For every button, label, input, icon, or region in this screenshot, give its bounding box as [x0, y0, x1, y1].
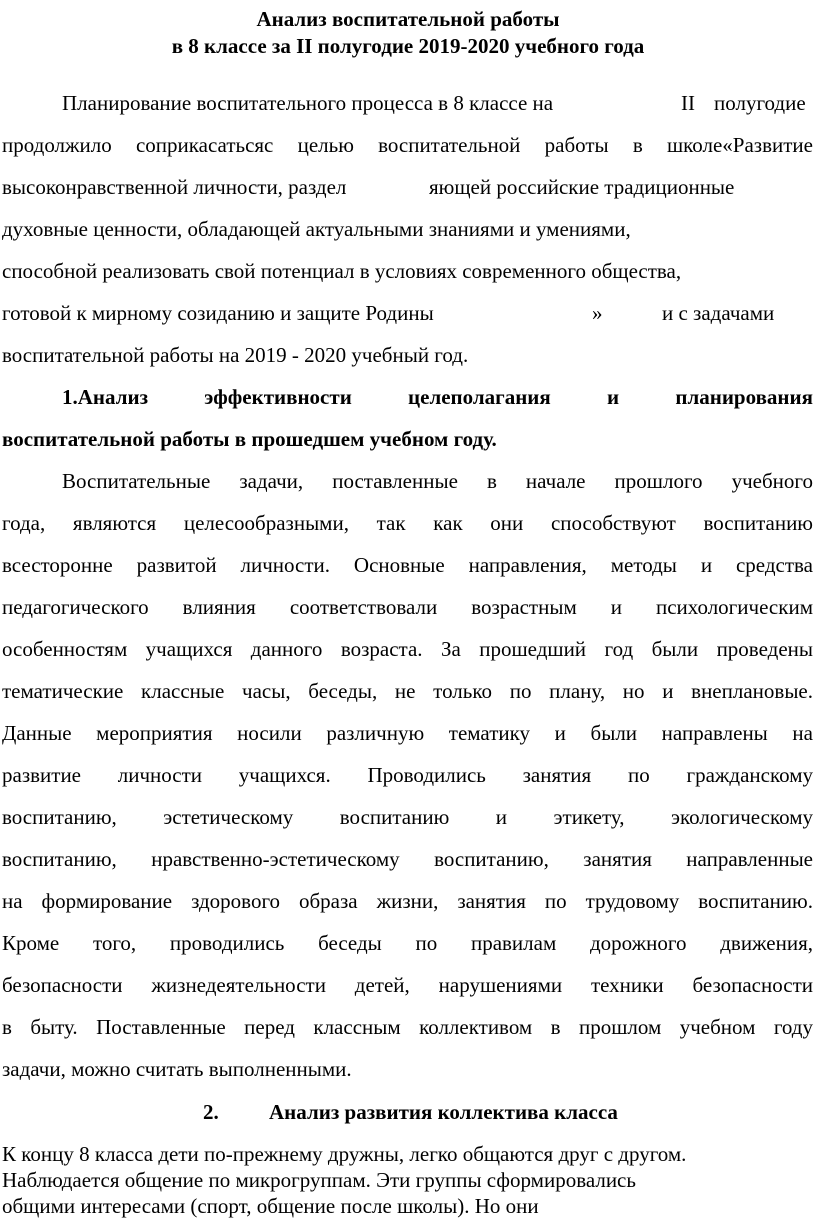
intro-line-6a: готовой к мирному созиданию и защите Родины — [2, 301, 434, 325]
intro-line-3b: яющей российские традиционные — [429, 175, 735, 199]
intro-line-1c: полугодие — [714, 91, 806, 115]
intro-line-6c: и с задачами — [662, 301, 775, 325]
intro-line-6b: » — [592, 301, 603, 325]
section-2-line: К концу 8 класса дети по-прежнему дружны, легко общаются друг с другом. — [2, 1142, 687, 1166]
intro-line-2: продолжило соприкасатьсяс целью воспитательной работы в школе«Развитие — [2, 133, 813, 157]
section-1-line: особенностям учащихся данного возраста. За прошедший год были проведены — [2, 637, 813, 661]
intro-line-5: способной реализовать свой потенциал в условиях современного общества, — [2, 259, 682, 283]
section-2-heading: Анализ развития коллектива класса — [269, 1100, 618, 1124]
section-1-line: Данные мероприятия носили различную тематику и были направлены на — [2, 721, 813, 745]
intro-line-1a: Планирование воспитательного процесса в 8 классе на — [62, 91, 554, 115]
section-1-line: тематические классные часы, беседы, не только по плану, но и внеплановые. — [2, 679, 813, 703]
section-1-line: воспитанию, эстетическому воспитанию и этикету, экологическому — [2, 805, 813, 829]
document-title-line-2: в 8 классе за II полугодие 2019-2020 учебного года — [171, 34, 645, 58]
intro-line-3a: высоконравственной личности, раздел — [2, 175, 347, 199]
section-2-line: Наблюдается общение по микрогруппам. Эти группы сформировались — [2, 1168, 636, 1192]
section-1-line: в быту. Поставленные перед классным коллективом в прошлом учебном году — [2, 1015, 813, 1039]
section-1-line: на формирование здорового образа жизни, занятия по трудовому воспитанию. — [2, 889, 813, 913]
section-1-line: всесторонне развитой личности. Основные направления, методы и средства — [2, 553, 813, 577]
section-1-heading-line-2: воспитательной работы в прошедшем учебном году. — [2, 427, 497, 451]
document-title-line-1: Анализ воспитательной работы — [256, 7, 560, 31]
intro-line-4: духовные ценности, обладающей актуальными знаниями и умениями, — [2, 217, 631, 241]
section-1-line: Воспитательные задачи, поставленные в начале прошлого учебного — [62, 469, 813, 493]
section-1-heading-line-1: 1.Анализ эффективности целеполагания и планирования — [62, 385, 813, 409]
section-1-line: развитие личности учащихся. Проводились занятия по гражданскому — [2, 763, 813, 787]
section-1-line: воспитанию, нравственно-эстетическому воспитанию, занятия направленные — [2, 847, 813, 871]
section-1-line: безопасности жизнедеятельности детей, нарушениями техники безопасности — [2, 973, 813, 997]
section-2-number: 2. — [203, 1100, 219, 1124]
intro-line-7: воспитательной работы на 2019 - 2020 учебный год. — [2, 343, 469, 367]
section-2-line: общими интересами (спорт, общение после школы). Но они — [2, 1194, 539, 1218]
section-1-line: Кроме того, проводились беседы по правилам дорожного движения, — [2, 931, 813, 955]
section-1-line: задачи, можно считать выполненными. — [2, 1057, 352, 1081]
intro-line-1b: II — [681, 91, 695, 115]
section-1-line: педагогического влияния соответствовали возрастным и психологическим — [2, 595, 813, 619]
section-1-line: года, являются целесообразными, так как они способствуют воспитанию — [2, 511, 813, 535]
